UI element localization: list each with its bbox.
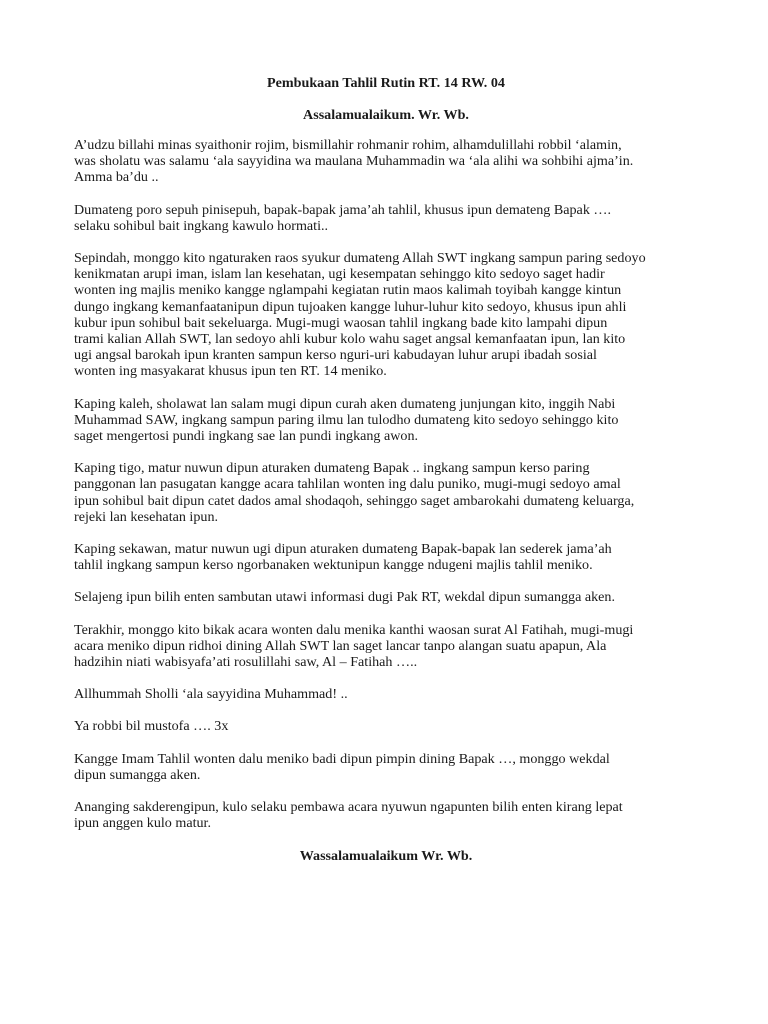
paragraph-address-audience: Dumateng poro sepuh pinisepuh, bapak-bapak jama’ah tahlil, khusus ipun demateng Bapak …. selaku sohibul bait ingkang kawulo hormati.. <box>74 201 612 234</box>
paragraph-sholawat-line: Allhummah Sholli ‘ala sayyidina Muhammad! .. <box>74 686 348 703</box>
opening-greeting: Assalamualaikum. Wr. Wb. <box>303 107 469 123</box>
paragraph-opening-prayer: A’udzu billahi minas syaithonir rojim, bismillahir rohmanir rohim, alhamdulillahi robbil ‘alamin, was sholatu was salamu ‘ala sayyidina wa maulana Muhammadin wa ‘ala alihi wa sohbihi ajma’in. Amma ba’du .. <box>74 137 634 186</box>
document-page <box>74 75 698 864</box>
paragraph-imam-tahlil: Kangge Imam Tahlil wonten dalu meniko badi dipun pimpin dining Bapak …, monggo wekdal dipun sumangga aken. <box>74 750 610 783</box>
paragraph-third-thanks-host: Kaping tigo, matur nuwun dipun aturaken dumateng Bapak .. ingkang sampun kerso paring panggonan lan pasugatan kangge acara tahlilan wonten ing dalu puniko, mugi-mugi sedoyo amal ipun sohibul bait dipun catet dados amal shodaqoh, sehinggo saget ambarokahi dumateng keluarga, rejeki lan kesehatan ipun. <box>74 460 635 525</box>
paragraph-apology: Ananging sakderengipun, kulo selaku pembawa acara nyuwun ngapunten bilih enten kirang lepat ipun anggen kulo matur. <box>74 799 623 832</box>
paragraph-rt-remarks: Selajeng ipun bilih enten sambutan utawi informasi dugi Pak RT, wekdal dipun sumangga aken. <box>74 589 616 606</box>
paragraph-fourth-thanks-congregation: Kaping sekawan, matur nuwun ugi dipun aturaken dumateng Bapak-bapak lan sederek jama’ah tahlil ingkang sampun kerso ngorbanaken wektunipun kangge ndugeni majlis tahlil meniko. <box>74 541 612 574</box>
document-title: Pembukaan Tahlil Rutin RT. 14 RW. 04 <box>267 75 505 91</box>
paragraph-second-sholawat: Kaping kaleh, sholawat lan salam mugi dipun curah aken dumateng junjungan kito, inggih Nabi Muhammad SAW, ingkang sampun paring ilmu lan tulodho dumateng kito sedoyo sehinggo kito saget mengertosi pundi ingkang sae lan pundi ingkang awon. <box>74 395 619 445</box>
closing-greeting: Wassalamualaikum Wr. Wb. <box>299 847 473 864</box>
paragraph-ya-robbi: Ya robbi bil mustofa …. 3x <box>74 718 229 735</box>
paragraph-al-fatihah: Terakhir, monggo kito bikak acara wonten dalu menika kanthi waosan surat Al Fatihah, mugi-mugi acara meniko dipun ridhoi dining Allah SWT lan saget lancar tanpo alangan suatu apapun, Ala hadzihin niati wabisyafa’ati rosulillahi saw, Al – Fatihah ….. <box>74 621 634 671</box>
paragraph-first-gratitude: Sepindah, monggo kito ngaturaken raos syukur dumateng Allah SWT ingkang sampun paring sedoyo kenikmatan arupi iman, islam lan kesehatan, ugi kesempatan sehinggo kito sedoyo saget hadir wonten ing majlis meniko kangge nglampahi kegiatan rutin maos kalimah toyibah kangge kintun dungo ingkang kemanfaatanipun dipun tujoaken kangge luhur-luhur kito sedoyo, khusus ipun ahli kubur ipun sohibul bait sekeluarga. Mugi-mugi waosan tahlil ingkang bade kito lampahi dipun trami kalian Allah SWT, lan sedoyo ahli kubur kolo wahu saget angsal kemanfaatan ipun, lan kito ugi angsal barokah ipun kranten sampun kerso nguri-uri kabudayan luhur arupi ibadah sosial wonten ing masyakarat khusus ipun ten RT. 14 meniko. <box>74 250 646 380</box>
